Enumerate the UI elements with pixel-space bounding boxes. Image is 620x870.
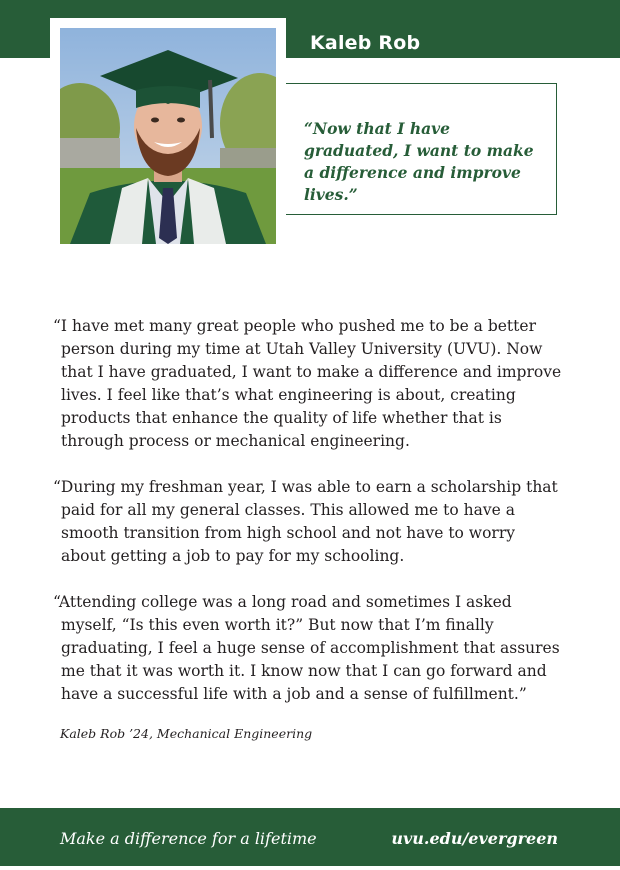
- testimonial-paragraph-3: “Attending college was a long road and sometimes I asked myself, “Is this even worth it?” But now that I’m finally graduating, I feel a huge sense of accomplishment that assures me that it was worth it. I know now that I can go forward and have a successful life with a job and a sense of fulfillment.”: [53, 593, 560, 703]
- pull-quote-box: [286, 83, 557, 215]
- footer-tagline: Make a difference for a lifetime: [60, 829, 317, 848]
- profile-name: Kaleb Rob: [310, 32, 421, 54]
- photo-frame: [50, 18, 286, 256]
- footer-bar: [0, 808, 620, 866]
- testimonial-body: [53, 315, 563, 729]
- pull-quote-text: “Now that I have graduated, I want to make a difference and improve lives.”: [304, 119, 534, 204]
- attribution: Kaleb Rob ’24, Mechanical Engineering: [60, 726, 313, 741]
- testimonial-paragraph-2: “During my freshman year, I was able to earn a scholarship that paid for all my general classes. This allowed me to have a smooth transition from high school and not have to worry about getting a job to pay for my schooling.: [53, 478, 558, 565]
- graduate-photo: [60, 28, 276, 244]
- testimonial-paragraph-1: “I have met many great people who pushed me to be a better person during my time at Utah Valley University (UVU). Now that I have graduated, I want to make a difference and improve lives. I feel like that’s what engineering is about, creating products that enhance the quality of life whether that is through process or mechanical engineering.: [53, 317, 562, 450]
- footer-url-link[interactable]: uvu.edu/evergreen: [391, 829, 558, 848]
